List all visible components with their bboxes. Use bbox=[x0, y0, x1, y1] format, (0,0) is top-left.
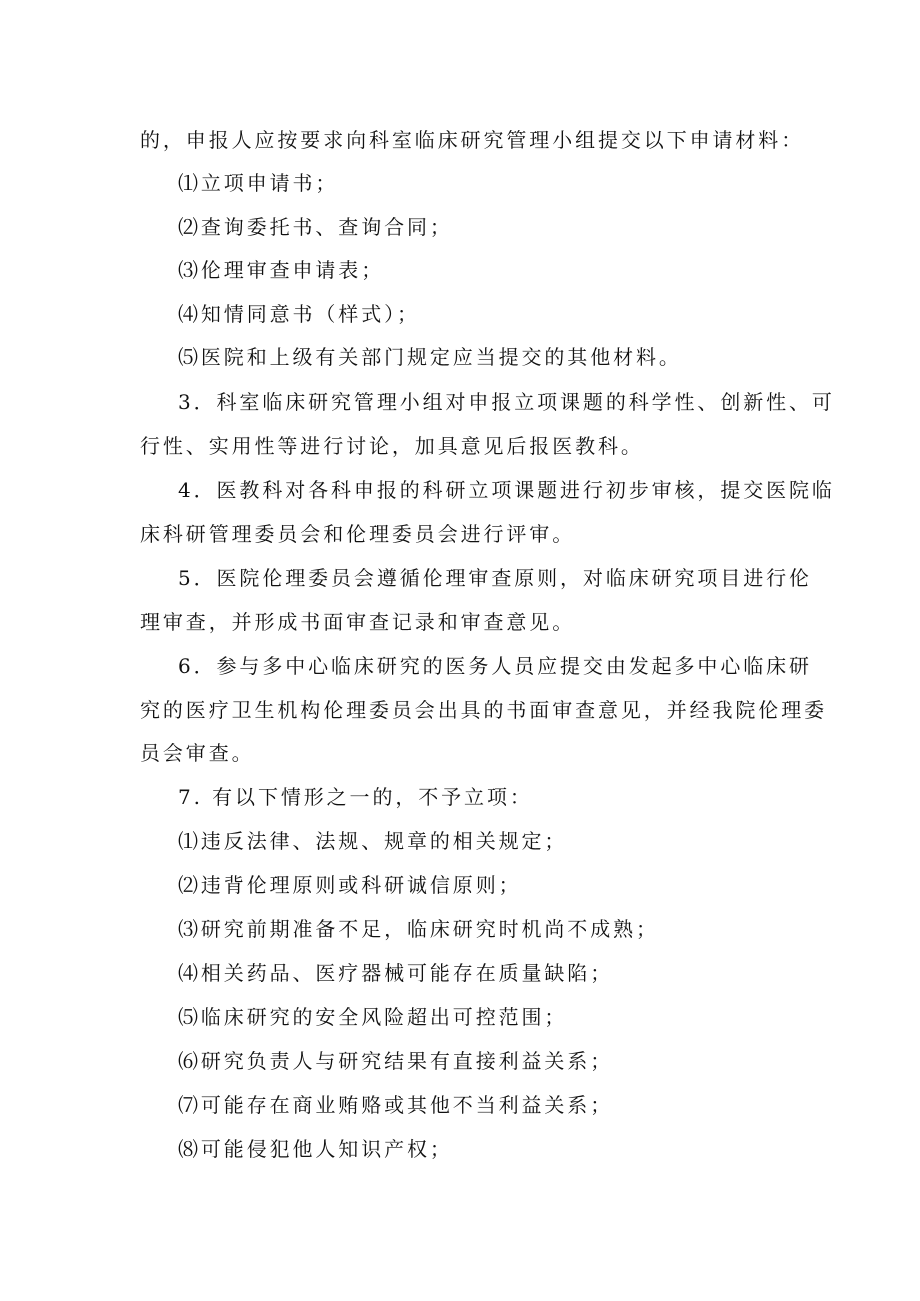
list-item: ⑴立项申请书； bbox=[178, 171, 339, 195]
paragraph-6-line-3: 员会审查。 bbox=[140, 741, 255, 765]
paragraph-6-line-2: 究的医疗卫生机构伦理委员会出具的书面审查意见，并经我院伦理委 bbox=[140, 698, 827, 722]
paragraph-7-heading: 7. 有以下情形之一的，不予立项： bbox=[178, 785, 533, 809]
list-item: ⑷相关药品、医疗器械可能存在质量缺陷； bbox=[178, 961, 614, 985]
list-item: ⑶伦理审查申请表； bbox=[178, 258, 385, 282]
list-item: ⑻可能侵犯他人知识产权； bbox=[178, 1137, 453, 1161]
paragraph-5-line-2: 理审查，并形成书面审查记录和审查意见。 bbox=[140, 610, 576, 634]
paragraph-5-line-1: 5．医院伦理委员会遵循伦理审查原则，对临床研究项目进行伦 bbox=[178, 566, 812, 590]
list-item: ⑵查询委托书、查询合同； bbox=[178, 215, 453, 239]
list-item: ⑴违反法律、法规、规章的相关规定； bbox=[178, 829, 568, 853]
text-line: 的，申报人应按要求向科室临床研究管理小组提交以下申请材料： bbox=[140, 128, 805, 152]
list-item: ⑷知情同意书（样式）； bbox=[178, 302, 420, 326]
list-item: ⑸医院和上级有关部门规定应当提交的其他材料。 bbox=[178, 345, 682, 369]
list-item: ⑸临床研究的安全风险超出可控范围； bbox=[178, 1005, 568, 1029]
list-item: ⑶研究前期准备不足，临床研究时机尚不成熟； bbox=[178, 917, 659, 941]
paragraph-3-line-2: 行性、实用性等进行讨论，加具意见后报医教科。 bbox=[140, 434, 644, 458]
paragraph-4-line-1: 4．医教科对各科申报的科研立项课题进行初步审核，提交医院临 bbox=[178, 478, 835, 502]
paragraph-3-line-1: 3．科室临床研究管理小组对申报立项课题的科学性、创新性、可 bbox=[178, 390, 835, 414]
paragraph-4-line-2: 床科研管理委员会和伦理委员会进行评审。 bbox=[140, 522, 576, 546]
list-item: ⑹研究负责人与研究结果有直接利益关系； bbox=[178, 1049, 614, 1073]
list-item: ⑵违背伦理原则或科研诚信原则； bbox=[178, 873, 522, 897]
list-item: ⑺可能存在商业贿赂或其他不当利益关系； bbox=[178, 1093, 614, 1117]
paragraph-6-line-1: 6．参与多中心临床研究的医务人员应提交由发起多中心临床研 bbox=[178, 654, 812, 678]
